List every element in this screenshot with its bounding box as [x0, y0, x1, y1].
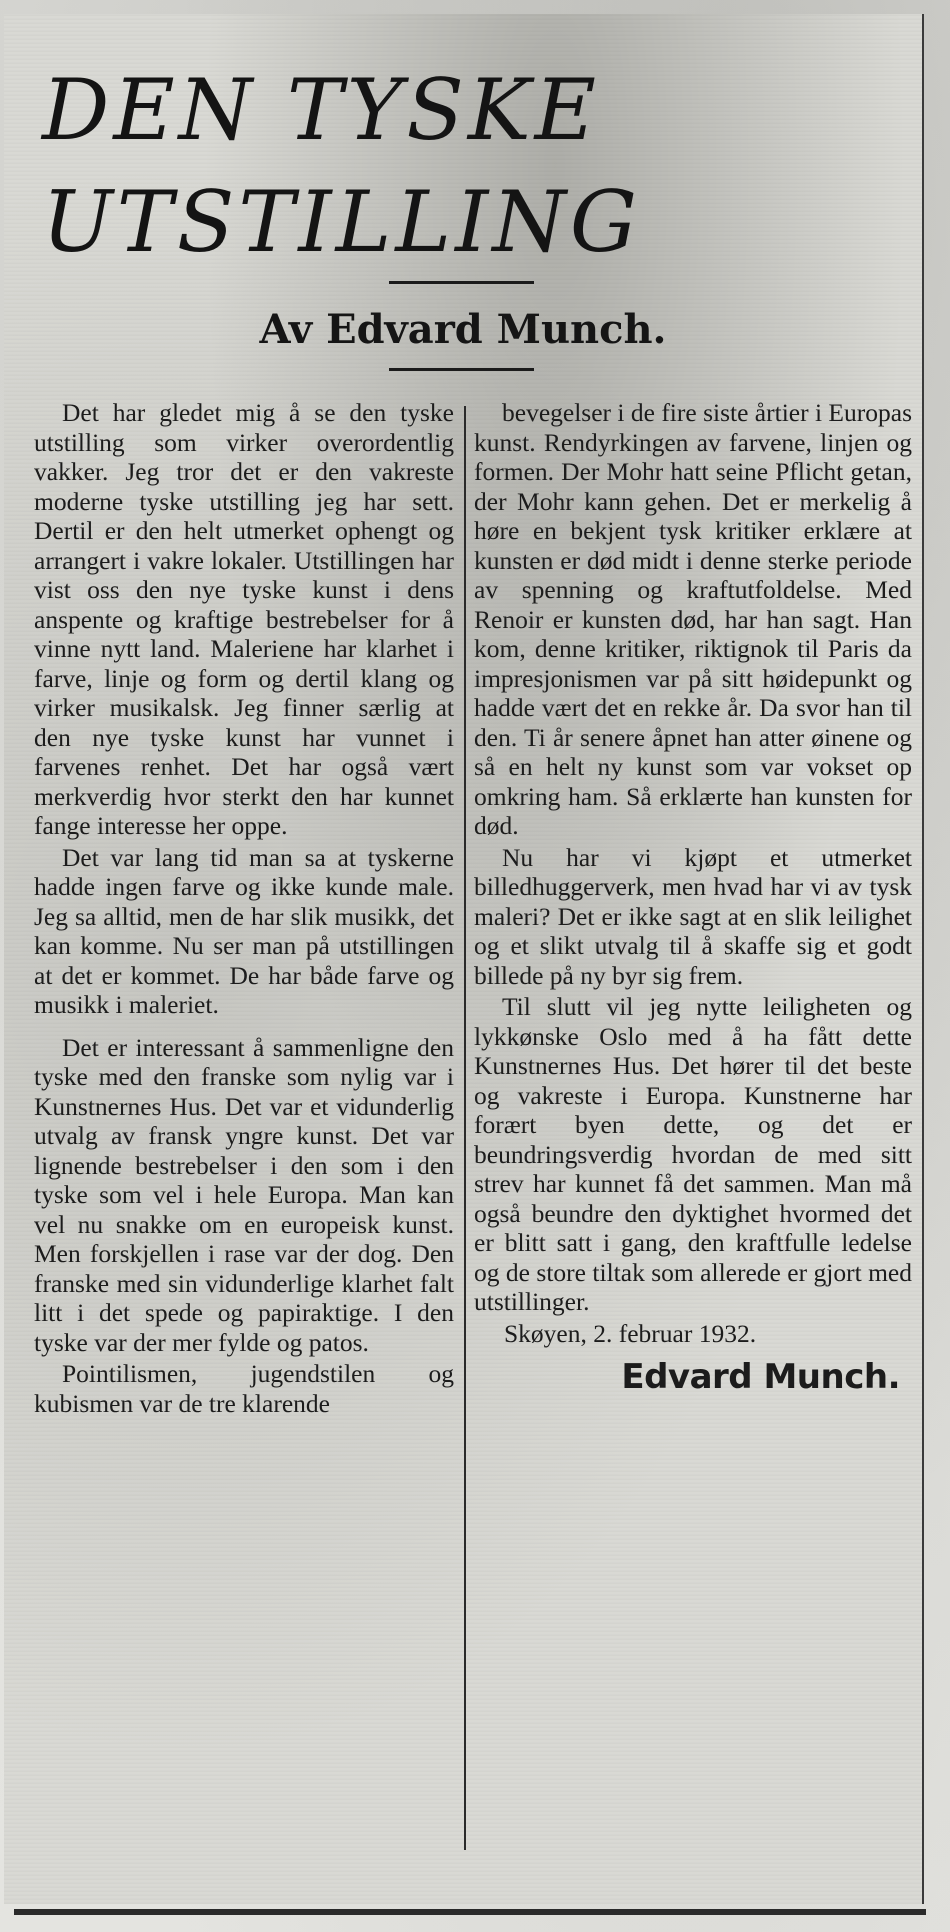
paragraph: Det var lang tid man sa at tyskerne hadde ingen farve og ikke kunde male. Jeg sa alltid, men de har slik musikk, det kan komme. Nu ser man på utstillingen at det er kommet. De har både farve og musikk i maleriet.: [34, 842, 454, 1019]
paragraph: Nu har vi kjøpt et utmerket billedhuggerverk, men hvad har vi av tysk maleri? Det er ikke sagt at en slik leilighet og et slikt utvalg til å skaffe sig et godt billede på ny byr sig frem.: [474, 842, 912, 990]
headline-line-2: UTSTILLING: [42, 173, 641, 271]
rule-below-byline: [389, 368, 534, 371]
dateline: Skøyen, 2. februar 1932.: [504, 1318, 757, 1348]
paragraph: Pointilismen, jugendstilen og kubismen var de tre klarende: [34, 1359, 454, 1418]
paragraph: Det har gledet mig å se den tyske utstilling som virker overordentlig vakker. Jeg tror det er den vakreste moderne tyske utstilling jeg har sett. Dertil er den helt utmerket ophengt og arrangert i vakre lokaler. Utstillingen har vist oss den nye tyske kunst i dens anspente og kraftige bestrebelser for å vinne nytt land. Maleriene har klarhet i farve, linje og form og dertil klang og virker musikalsk. Jeg finner særlig at den nye tyske kunst har vunnet i farvenes renhet. Det har også vært merkverdig hvor sterkt den har kunnet fange interesse her oppe.: [34, 398, 454, 840]
paragraph: bevegelser i de fire siste årtier i Europas kunst. Rendyrkingen av farvene, linjen og formen. Der Mohr hatt seine Pflicht getan, der Mohr kann gehen. Det er merkelig å høre en bekjent tysk kritiker erklære at kunsten er død midt i denne sterke periode av spenning og kraftutfoldelse. Med Renoir er kunsten død, har han sagt. Han kom, denne kritiker, riktignok til Paris da impresjonismen var på sitt høidepunkt og hadde vært det en rekke år. Da svor han til den. Ti år senere åpnet han atter øinene og så en helt ny kunst som var vokset op omkring ham. Så erklærte han kunsten for død.: [474, 398, 912, 840]
byline: Av Edvard Munch.: [259, 306, 667, 353]
paragraph: Til slutt vil jeg nytte leiligheten og lykkønske Oslo med å ha fått dette Kunstnernes Hus. Det hører til det beste og vakreste i Europa. Kunstnerne har forært byen dette, og det er beundringsverdig hvordan de med sitt strev har kunnet få det sammen. Man må også beundre den dyktighet hvormed det er blitt satt i gang, den kraftfulle ledelse og de store tiltak som allerede er gjort med utstillinger.: [474, 992, 912, 1316]
paragraph: Det er interessant å sammenligne den tyske med den franske som nylig var i Kunstnernes Hus. Det var et vidunderlig utvalg av fransk yngre kunst. Det var lignende bestrebelser i den som i den tyske som vel i hele Europa. Man kan vel nu snakke om en europeisk kunst. Men forskjellen i rase var der dog. Den franske med sin vidunderlige klarhet falt litt i det spede og papiraktige. I den tyske var der mer fylde og patos.: [34, 1032, 454, 1357]
left-column: [34, 398, 454, 1418]
column-divider: [464, 406, 466, 1850]
rule-above-byline: [389, 281, 534, 284]
signature: Edvard Munch.: [621, 1357, 900, 1397]
headline-line-1: DEN TYSKE: [42, 61, 600, 159]
newspaper-clipping: [4, 14, 924, 1904]
bottom-rule: [14, 1909, 926, 1915]
right-column: [474, 398, 912, 1398]
headline: [42, 54, 882, 278]
